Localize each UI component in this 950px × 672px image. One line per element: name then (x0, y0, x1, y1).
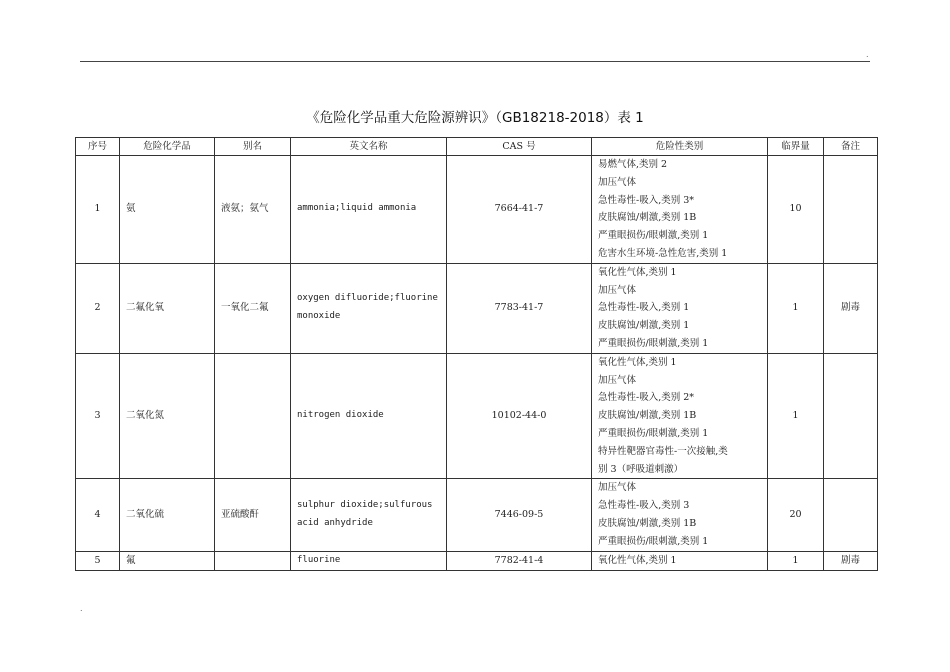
table-row (76, 263, 878, 353)
cell-category (592, 263, 768, 353)
cell-alias (215, 551, 291, 570)
cell-cas: 10102-44-0 (447, 353, 592, 479)
cell-remark: 剧毒 (824, 263, 878, 353)
cell-english: oxygen difluoride;fluorine monoxide (291, 263, 447, 353)
header-no: 序号 (76, 138, 120, 156)
cell-chemical: 氟 (120, 551, 215, 570)
header-cas: CAS 号 (447, 138, 592, 156)
category-line: 危害水生环境-急性危害,类别 1 (598, 247, 728, 259)
category-line: 皮肤腐蚀/刺激,类别 1B (598, 212, 697, 224)
cell-alias: 一氧化二氟 (215, 263, 291, 353)
cell-cas: 7664-41-7 (447, 156, 592, 264)
category-line: 特异性靶器官毒性-一次接触,类 (598, 445, 728, 457)
cell-cas: 7782-41-4 (447, 551, 592, 570)
cell-alias: 液氨；氨气 (215, 156, 291, 264)
cell-threshold: 1 (768, 263, 824, 353)
cell-english: nitrogen dioxide (291, 353, 447, 479)
cell-english: ammonia;liquid ammonia (291, 156, 447, 264)
cell-category (592, 156, 768, 264)
category-line: 加压气体 (598, 176, 637, 188)
header-chemical: 危险化学品 (120, 138, 215, 156)
cell-no: 5 (76, 551, 120, 570)
category-line: 严重眼损伤/眼刺激,类别 1 (598, 535, 709, 547)
category-line: 急性毒性-吸入,类别 3* (598, 194, 695, 206)
category-line: 急性毒性-吸入,类别 2* (598, 392, 695, 404)
category-line: 皮肤腐蚀/刺激,类别 1B (598, 517, 697, 529)
cell-category (592, 479, 768, 551)
cell-category (592, 551, 768, 570)
corner-mark-top: . (866, 50, 869, 59)
cell-no: 3 (76, 353, 120, 479)
cell-no: 1 (76, 156, 120, 264)
cell-english: sulphur dioxide;sulfurous acid anhydride (291, 479, 447, 551)
category-line: 严重眼损伤/眼刺激,类别 1 (598, 230, 709, 242)
cell-chemical: 二氟化氧 (120, 263, 215, 353)
header-alias: 别名 (215, 138, 291, 156)
category-line: 加压气体 (598, 284, 637, 296)
cell-remark: 剧毒 (824, 551, 878, 570)
header-remark: 备注 (824, 138, 878, 156)
category-line: 急性毒性-吸入,类别 3 (598, 500, 690, 512)
category-line: 严重眼损伤/眼刺激,类别 1 (598, 337, 709, 349)
category-line: 皮肤腐蚀/刺激,类别 1B (598, 410, 697, 422)
cell-english: fluorine (291, 551, 447, 570)
category-line: 氧化性气体,类别 1 (598, 356, 677, 368)
header-category: 危险性类别 (592, 138, 768, 156)
cell-threshold: 1 (768, 353, 824, 479)
corner-mark-bottom: . (80, 604, 83, 613)
category-line: 加压气体 (598, 482, 637, 494)
cell-threshold: 10 (768, 156, 824, 264)
cell-cas: 7446-09-5 (447, 479, 592, 551)
cell-threshold: 20 (768, 479, 824, 551)
cell-no: 4 (76, 479, 120, 551)
cell-remark (824, 156, 878, 264)
category-line: 氧化性气体,类别 1 (598, 266, 677, 278)
table-row (76, 551, 878, 570)
category-line: 急性毒性-吸入,类别 1 (598, 302, 690, 314)
category-line: 易燃气体,类别 2 (598, 159, 668, 170)
cell-chemical: 二氧化硫 (120, 479, 215, 551)
cell-remark (824, 479, 878, 551)
header-threshold: 临界量 (768, 138, 824, 156)
category-line: 氧化性气体,类别 1 (598, 554, 677, 566)
table-row (76, 479, 878, 551)
hazard-table (75, 137, 878, 571)
header-english: 英文名称 (291, 138, 447, 156)
category-line: 皮肤腐蚀/刺激,类别 1 (598, 320, 690, 332)
cell-remark (824, 353, 878, 479)
cell-chemical: 氨 (120, 156, 215, 264)
cell-no: 2 (76, 263, 120, 353)
cell-alias (215, 353, 291, 479)
cell-cas: 7783-41-7 (447, 263, 592, 353)
table-header-row (76, 138, 878, 156)
table-row (76, 156, 878, 264)
cell-category (592, 353, 768, 479)
category-line: 别 3（呼吸道刺激） (598, 463, 684, 475)
page-title: 《危险化学品重大危险源辨识》（GB18218-2018）表 1 (306, 110, 644, 126)
category-line: 加压气体 (598, 374, 637, 386)
cell-alias: 亚硫酸酐 (215, 479, 291, 551)
cell-chemical: 二氧化氮 (120, 353, 215, 479)
category-line: 严重眼损伤/眼刺激,类别 1 (598, 427, 709, 439)
header-rule (80, 61, 870, 62)
cell-threshold: 1 (768, 551, 824, 570)
table-row (76, 353, 878, 479)
